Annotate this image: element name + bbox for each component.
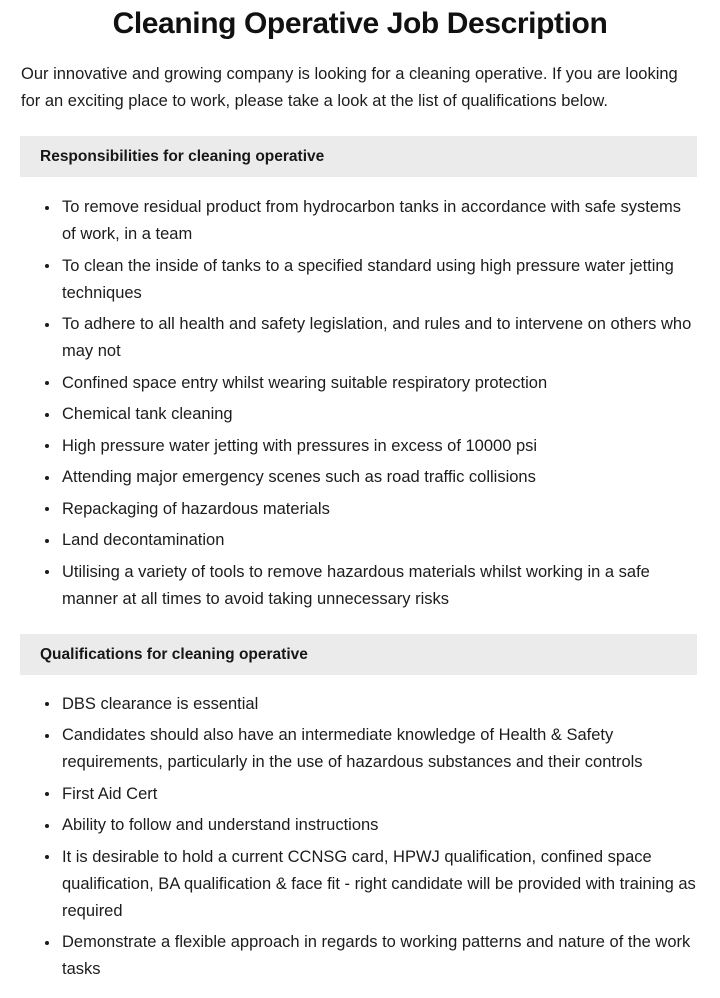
intro-paragraph: Our innovative and growing company is looking for a cleaning operative. If you are looking for an exciting place to work, please take a look at the list of qualifications below.: [21, 65, 678, 110]
section-responsibilities: [0, 136, 720, 613]
list-item: Candidates should also have an intermediate knowledge of Health & Safety requirements, particularly in the use of hazardous substances and their controls: [45, 722, 698, 776]
list-item: To clean the inside of tanks to a specified standard using high pressure water jetting techniques: [45, 253, 698, 307]
list-item: Demonstrate a flexible approach in regards to working patterns and nature of the work tasks: [45, 929, 698, 983]
section-qualifications: [0, 634, 720, 984]
list-item: Land decontamination: [45, 527, 698, 554]
list-item: Confined space entry whilst wearing suitable respiratory protection: [45, 370, 698, 397]
list-item: Chemical tank cleaning: [45, 401, 698, 428]
list-item: Attending major emergency scenes such as road traffic collisions: [45, 464, 698, 491]
list-item: To adhere to all health and safety legislation, and rules and to intervene on others who may not: [45, 311, 698, 365]
list-item: To remove residual product from hydrocarbon tanks in accordance with safe systems of work, in a team: [45, 194, 698, 248]
responsibilities-list: [0, 177, 720, 613]
list-item: First Aid Cert: [45, 781, 698, 808]
section-heading-responsibilities: Responsibilities for cleaning operative: [20, 136, 697, 177]
list-item: Utilising a variety of tools to remove hazardous materials whilst working in a safe manner at all times to avoid taking unnecessary risks: [45, 559, 698, 613]
list-item: DBS clearance is essential: [45, 691, 698, 718]
list-item: Ability to follow and understand instructions: [45, 812, 698, 839]
page-title: Cleaning Operative Job Description: [112, 7, 608, 40]
list-item: Repackaging of hazardous materials: [45, 496, 698, 523]
list-item: It is desirable to hold a current CCNSG card, HPWJ qualification, confined space qualification, BA qualification & face fit - right candidate will be provided with training as required: [45, 844, 698, 925]
section-heading-qualifications: Qualifications for cleaning operative: [20, 634, 697, 675]
list-item: High pressure water jetting with pressures in excess of 10000 psi: [45, 433, 698, 460]
qualifications-list: [0, 675, 720, 984]
